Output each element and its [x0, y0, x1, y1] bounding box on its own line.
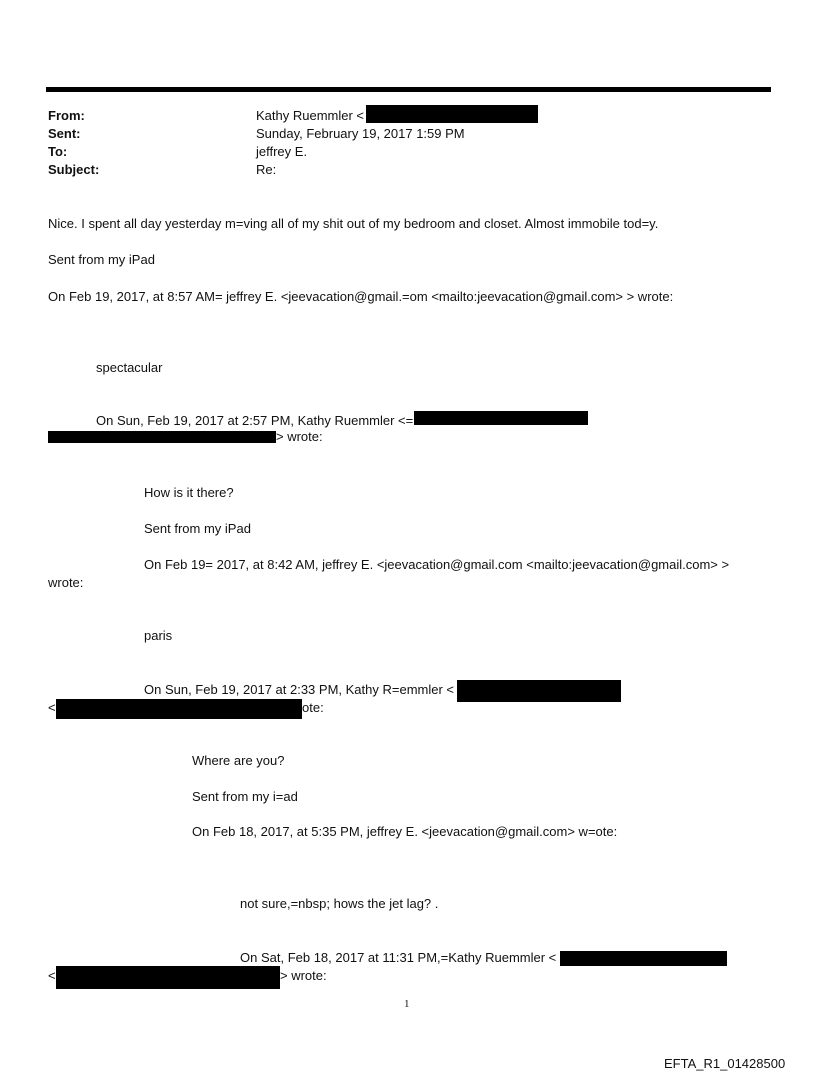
quote-header: wrote:	[48, 575, 84, 590]
redaction-block	[56, 699, 302, 719]
signature-line: Sent from my iPad	[48, 252, 155, 267]
quoted-text: Where are you?	[192, 753, 285, 768]
redaction-block	[48, 431, 276, 443]
quoted-text: not sure,=nbsp; hows the jet lag? .	[240, 896, 439, 911]
body-line: Nice. I spent all day yesterday m=ving all of my shit out of my bedroom and closet. Almost immobile tod=y.	[48, 216, 659, 231]
quote-header: On Feb 19, 2017, at 8:57 AM= jeffrey E. <jeevacation@gmail.=om <mailto:jeevacation@gmail.com> > wrote:	[48, 289, 674, 304]
from-label: From:	[48, 108, 85, 123]
bates-number: EFTA_R1_01428500	[664, 1056, 786, 1071]
quoted-text: paris	[144, 628, 173, 643]
redaction-block	[457, 680, 621, 702]
quote-header: > wrote:	[280, 968, 327, 983]
from-value: Kathy Ruemmler <	[256, 108, 365, 123]
quoted-text: spectacular	[96, 360, 163, 375]
quote-header: <	[48, 700, 56, 715]
redaction-block	[56, 966, 280, 989]
redaction-block	[366, 105, 538, 123]
subject-label: Subject:	[48, 162, 100, 177]
page-number: 1	[404, 998, 410, 1010]
quote-header: On Sat, Feb 18, 2017 at 11:31 PM,=Kathy Ruemmler <	[240, 950, 557, 965]
to-label: To:	[48, 144, 68, 159]
sent-label: Sent:	[48, 126, 81, 141]
quote-header: > wrote:	[276, 429, 323, 444]
subject-value: Re:	[256, 162, 277, 177]
quote-header: On Feb 18, 2017, at 5:35 PM, jeffrey E. <jeevacation@gmail.com> w=ote:	[192, 824, 618, 839]
quote-header: On Sun, Feb 19, 2017 at 2:57 PM, Kathy Ruemmler <=	[96, 413, 414, 428]
header-rule	[46, 87, 771, 92]
quote-header: On Sun, Feb 19, 2017 at 2:33 PM, Kathy R=emmler <	[144, 682, 455, 697]
quote-header: On Feb 19= 2017, at 8:42 AM, jeffrey E. <jeevacation@gmail.com <mailto:jeevacation@gmail.com> >	[144, 557, 730, 572]
signature-line: Sent from my i=ad	[192, 789, 298, 804]
signature-line: Sent from my iPad	[144, 521, 251, 536]
redaction-block	[414, 411, 588, 425]
quote-header: <	[48, 968, 56, 983]
to-value: jeffrey E.	[256, 144, 308, 159]
quoted-text: How is it there?	[144, 485, 234, 500]
redaction-block	[560, 951, 727, 966]
sent-value: Sunday, February 19, 2017 1:59 PM	[256, 126, 465, 141]
quote-header: ote:	[302, 700, 324, 715]
